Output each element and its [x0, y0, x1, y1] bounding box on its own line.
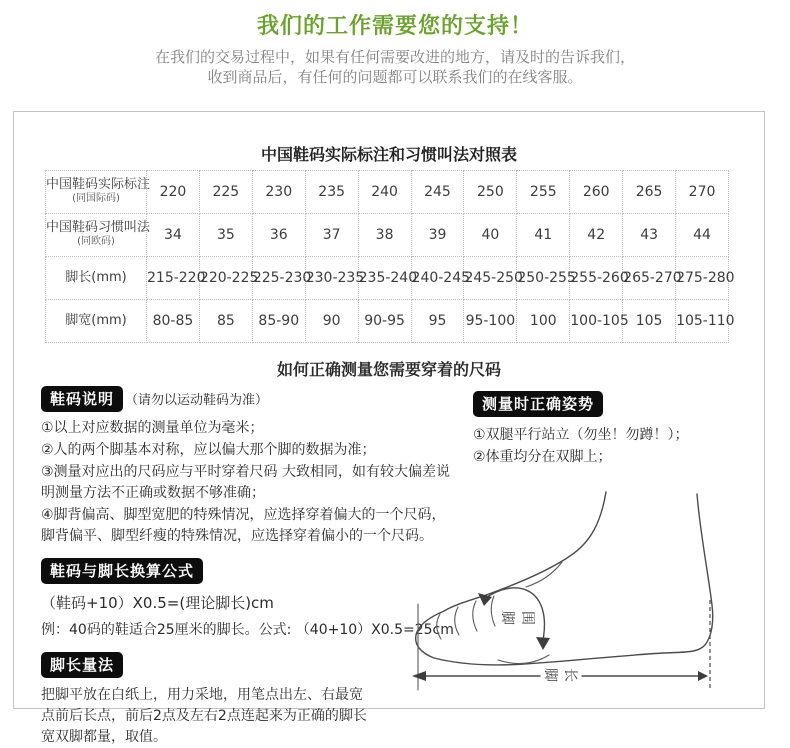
measure-notes-column: [41, 386, 455, 748]
size-table: [45, 170, 735, 343]
measure-section-title: 如何正确测量您需要穿着的尺码: [276, 360, 501, 379]
foot-length-method-badge: 脚长量法: [41, 652, 123, 678]
size-cell: 225: [199, 171, 252, 214]
size-cell: 95: [411, 300, 464, 343]
size-cell: 37: [305, 214, 358, 257]
table-row: [46, 214, 729, 257]
size-cell: 95-100: [464, 300, 517, 343]
foot-length-label: 脚长: [542, 668, 578, 688]
foot-sketch-icon: [402, 454, 772, 694]
list-item: ②体重均分在双脚上；: [473, 449, 612, 465]
size-cell: 245-250: [464, 257, 517, 300]
size-cell: 43: [623, 214, 676, 257]
size-cell: 100-105: [570, 300, 623, 343]
table-row: [46, 300, 729, 343]
formula-badge: 鞋码与脚长换算公式: [41, 558, 203, 584]
shoe-notes-badge: 鞋码说明: [41, 386, 123, 412]
support-subtitle-line2: 收到商品后，有任何的问题都可以联系我们的在线客服。: [207, 68, 583, 86]
size-cell: 100: [517, 300, 570, 343]
size-cell: 41: [517, 214, 570, 257]
table-row: [46, 171, 729, 214]
formula-line1: （鞋码+10）X0.5=(理论脚长)cm: [41, 594, 274, 612]
row-label: 中国鞋码实际标注 (同国际码): [46, 171, 147, 214]
posture-badge: 测量时正确姿势: [473, 391, 603, 417]
size-cell: 36: [252, 214, 305, 257]
size-cell: 42: [570, 214, 623, 257]
row-label: 脚宽(mm): [46, 300, 147, 343]
size-cell: 270: [676, 171, 729, 214]
size-cell: 240: [358, 171, 411, 214]
size-cell: 265-270: [623, 257, 676, 300]
list-item: ③测量对应出的尺码应与平时穿着尺码 大致相同，如有较大偏差说明测量方法不正确或数据不够准确；: [41, 464, 450, 501]
size-cell: 90-95: [358, 300, 411, 343]
size-table-body: [46, 171, 735, 343]
size-cell: 250: [464, 171, 517, 214]
list-item: ①双腿平行站立（勿坐！勿蹲！）；: [473, 427, 689, 443]
row-label: 中国鞋码习惯叫法 (同欧码): [46, 214, 147, 257]
row-sublabel: (同国际码): [72, 193, 120, 204]
size-cell: 260: [570, 171, 623, 214]
size-cell: 225-230: [252, 257, 305, 300]
table-row: [46, 257, 729, 300]
list-item: ①以上对应数据的测量单位为毫米；: [41, 420, 264, 436]
size-cell: 220: [147, 171, 200, 214]
size-cell: 80-85: [147, 300, 200, 343]
size-guide-panel: [13, 111, 765, 745]
size-cell: 39: [411, 214, 464, 257]
shoe-notes-header: [41, 386, 455, 412]
size-cell: 275-280: [676, 257, 729, 300]
size-cell: 235: [305, 171, 358, 214]
size-cell: 255-260: [570, 257, 623, 300]
list-item: ④脚背偏高、脚型宽肥的特殊情况，应选择穿着偏大的一个尺码，脚背偏平、脚型纤瘦的特殊情况，应选择穿着偏小的一个尺码。: [41, 507, 446, 544]
size-cell: 245: [411, 171, 464, 214]
shoe-notes-badge-suffix: （请勿以运动鞋码为准）: [125, 393, 269, 408]
row-sublabel: (同欧码): [77, 236, 115, 247]
size-cell: 85-90: [252, 300, 305, 343]
foot-measurement-diagram: [402, 454, 772, 694]
size-cell: 40: [464, 214, 517, 257]
size-cell: 215-220: [147, 257, 200, 300]
size-cell: 38: [358, 214, 411, 257]
formula-line2: 例：40码的鞋适合25厘米的脚长。公式: （40+10）X0.5=25cm: [41, 622, 454, 638]
support-title: 我们的工作需要您的支持！: [256, 14, 533, 39]
size-cell: 235-240: [358, 257, 411, 300]
size-table-title: 中国鞋码实际标注和习惯叫法对照表: [260, 145, 517, 164]
size-cell: 105-110: [676, 300, 729, 343]
shoe-notes-list: [41, 418, 455, 547]
page-header: [0, 0, 790, 87]
foot-length-method-section: [41, 652, 455, 748]
size-cell: 230-235: [305, 257, 358, 300]
size-cell: 44: [676, 214, 729, 257]
row-label: 脚长(mm): [46, 257, 147, 300]
size-cell: 240-245: [411, 257, 464, 300]
foot-girth-label: 脚围: [499, 611, 535, 631]
size-cell: 220-225: [199, 257, 252, 300]
size-cell: 250-255: [517, 257, 570, 300]
size-cell: 230: [252, 171, 305, 214]
support-subtitle: [0, 47, 790, 87]
size-cell: 85: [199, 300, 252, 343]
foot-length-method-text: 把脚平放在白纸上，用力采地，用笔点出左、右最宽点前后长点，前后2点及左右2点连起来为正确的脚长宽双脚都量，取值。: [41, 687, 367, 745]
list-item: ②人的两个脚基本对称，应以偏大那个脚的数据为准；: [41, 442, 376, 458]
size-cell: 255: [517, 171, 570, 214]
size-cell: 265: [623, 171, 676, 214]
support-subtitle-line1: 在我们的交易过程中，如果有任何需要改进的地方，请及时的告诉我们，: [154, 48, 635, 66]
size-cell: 34: [147, 214, 200, 257]
size-cell: 35: [199, 214, 252, 257]
size-cell: 105: [623, 300, 676, 343]
formula-section: [41, 558, 455, 639]
size-cell: 90: [305, 300, 358, 343]
